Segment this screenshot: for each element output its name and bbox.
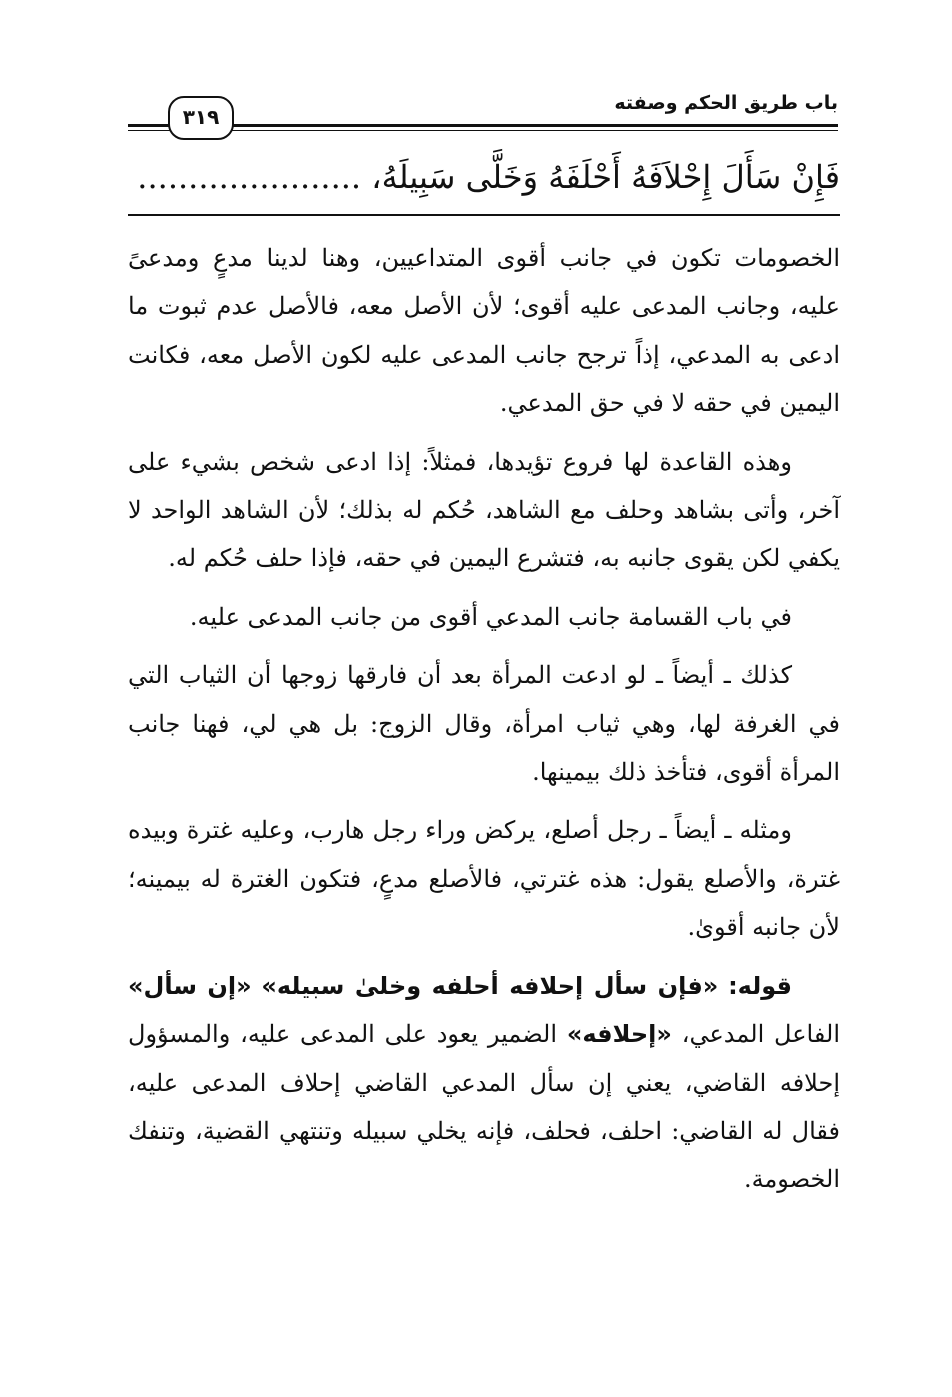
quoted-in-saal: «إن سأل» [128,971,252,1000]
page-number: ٣١٩ [168,96,234,140]
paragraph-4: كذلك ـ أيضاً ـ لو ادعت المرأة بعد أن فارقها زوجها أن الثياب التي في الغرفة لها، وهي ثياب امرأة، وقال الزوج: بل هي لي، فهنا جانب المرأة أقوى، فتأخذ ذلك بيمينها. [128,661,840,787]
paragraph-1: الخصومات تكون في جانب أقوى المتداعيين، وهنا لدينا مدعٍ ومدعىً عليه، وجانب المدعى عليه أقوى؛ لأن الأصل معه، فالأصل عدم ثبوت ما ادعى به المدعي، إذاً ترجح جانب المدعى عليه لكون الأصل معه، فكانت اليمين في حقه لا في حق المدعي. [128,244,840,418]
running-header [128,84,838,144]
matn-separator [128,214,840,216]
commentary-body [128,234,840,1204]
header-rule-thick [128,124,838,127]
quoted-ihlafahu: «إحلافه» [566,1020,672,1049]
matn-verse-line [128,150,840,204]
explanation-text-1: الفاعل المدعي، [681,1020,840,1049]
quoted-matn: «فإن سأل إحلافه أحلفه وخلىٰ سبيله» [261,971,719,1000]
matn-verse: فَإِنْ سَأَلَ إِحْلاَفَهُ أَحْلَفَهُ وَخَلَّى سَبِيلَهُ، [371,158,840,196]
matn-ellipsis: ...................... [137,158,362,196]
paragraph-5: ومثله ـ أيضاً ـ رجل أصلع، يركض وراء رجل هارب، وعليه غترة وبيده غترة، والأصلع يقول: هذه غترتي، فالأصلع مدعٍ، فتكون الغترة له بيمينه؛ لأن جانبه أقوىٰ. [128,816,840,942]
keyword-qawluh: قوله: [728,971,792,1000]
header-rule-thin [128,130,838,131]
paragraph-3: في باب القسامة جانب المدعي أقوى من جانب المدعى عليه. [189,602,792,631]
paragraph-6 [128,962,840,1204]
paragraph-2: وهذه القاعدة لها فروع تؤيدها، فمثلاً: إذا ادعى شخص بشيء على آخر، وأتى بشاهد وحلف مع الشاهد، حُكم له بذلك؛ لأن الشاهد الواحد لا يكفي لكن يقوى جانبه به، فتشرع اليمين في حقه، فإذا حلف حُكم له. [128,447,840,573]
explanation-text-2: الضمير يعود على المدعى عليه، والمسؤول إحلافه القاضي، يعني إن سأل المدعي القاضي إحلاف المدعى عليه، فقال له القاضي: احلف، فحلف، فإنه يخلي سبيله وتنتهي القضية، وتنفك الخصومة. [128,1020,840,1194]
chapter-title: باب طريق الحكم وصفته [614,92,838,114]
